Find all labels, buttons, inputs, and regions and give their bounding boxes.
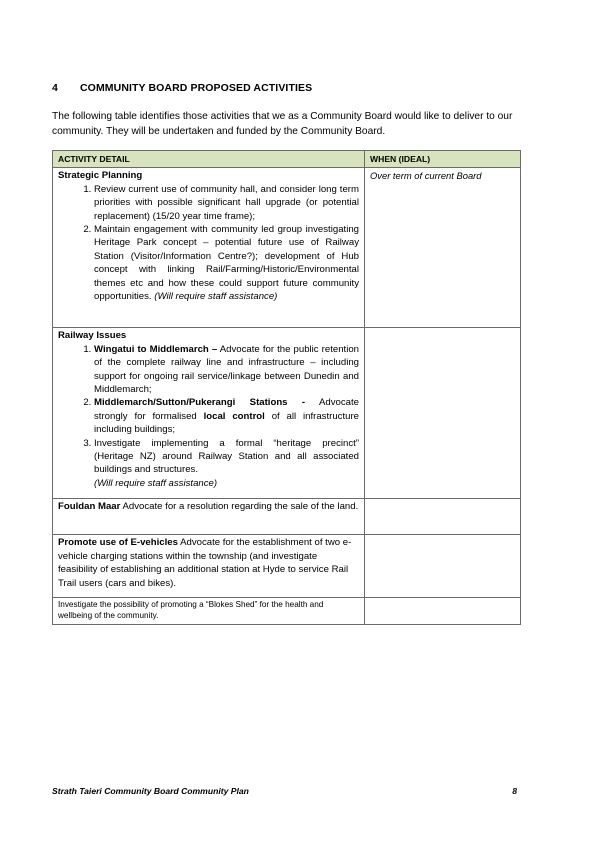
list-item: [94, 223, 359, 303]
header-when-ideal: WHEN (IDEAL): [365, 151, 521, 168]
when-railway-issues: [365, 328, 521, 499]
railway-item-2-local-control: local control: [203, 410, 265, 422]
header-activity-detail: ACTIVITY DETAIL: [53, 151, 365, 168]
table-row: [53, 328, 521, 499]
fouldan-maar-text: Advocate for a resolution regarding the sale of the land.: [120, 501, 359, 513]
railway-item-2-text-a: Advocate strongly for formalised: [94, 397, 360, 422]
strategic-planning-cell: [53, 168, 365, 328]
e-vehicles-cell: [53, 535, 365, 598]
footer-title: Strath Taieri Community Board Community Plan: [52, 786, 249, 796]
when-fouldan-maar: [365, 499, 521, 535]
page-footer: [52, 786, 517, 796]
table-row: [53, 535, 521, 598]
table-row: [53, 598, 521, 625]
strategic-item-1-text: Review current use of community hall, and consider long term priorities with possible significant hall upgrade (or potential replacement) (15/20 year time frame);: [94, 183, 359, 222]
railway-item-3-text: Investigate implementing a formal “heritage precinct” (Heritage NZ) around Railway Station and all associated buildings and structures.: [94, 437, 359, 476]
e-vehicles-title: Promote use of E-vehicles: [58, 537, 178, 549]
railway-item-2-heading: Middlemarch/Sutton/Pukerangi Stations -: [94, 397, 306, 409]
railway-item-1-heading: Wingatui to Middlemarch –: [94, 343, 218, 355]
fouldan-maar-cell: [53, 499, 365, 535]
railway-item-1-text: Advocate for the public retention of the complete railway line and infrastructure – including support for ongoing rail service/linkage between Dunedin and Middlemarch;: [94, 343, 360, 396]
strategic-item-2-text: Maintain engagement with community led group investigating Heritage Park concept – potential future use of Railway Station (Visitor/Information Centre?); development of Hub concept with linking Rail/Farming/Historic/Environmental themes etc and how these could support future community opportunities.: [94, 224, 359, 303]
blokes-shed-cell: Investigate the possibility of promoting a “Blokes Shed” for the health and wellbeing of the community.: [53, 598, 365, 625]
fouldan-maar-title: Fouldan Maar: [58, 501, 121, 513]
section-heading: [52, 82, 312, 94]
section-number: 4: [52, 82, 58, 94]
when-blokes-shed: [365, 598, 521, 625]
table-row: [53, 168, 521, 328]
activities-table: [52, 150, 521, 625]
railway-item-2-text-b: of all infrastructure including buildings;: [94, 410, 359, 436]
staff-assistance-note: (Will require staff assistance): [154, 291, 278, 303]
page-number: 8: [512, 786, 517, 796]
strategic-planning-title: Strategic Planning: [58, 170, 143, 182]
e-vehicles-text: Advocate for the establishment of two e-vehicle charging stations within the township (and investigate feasibility of establishing an additional station at Hyde to service Rail Trail users (cars and bikes).: [58, 537, 352, 589]
list-item: [94, 183, 359, 223]
staff-assistance-note: (Will require staff assistance): [94, 477, 218, 489]
railway-issues-cell: [53, 328, 365, 499]
list-item: [94, 343, 359, 397]
list-item: [94, 437, 359, 491]
table-header-row: [53, 151, 521, 168]
section-title: COMMUNITY BOARD PROPOSED ACTIVITIES: [80, 82, 313, 94]
intro-paragraph: The following table identifies those activities that we as a Community Board would like to deliver to our community. They will be undertaken and funded by the Community Board.: [52, 111, 513, 137]
when-e-vehicles: [365, 535, 521, 598]
table-row: [53, 499, 521, 535]
when-strategic-planning: Over term of current Board: [365, 168, 521, 328]
list-item: [94, 396, 359, 436]
railway-issues-title: Railway Issues: [58, 330, 127, 342]
